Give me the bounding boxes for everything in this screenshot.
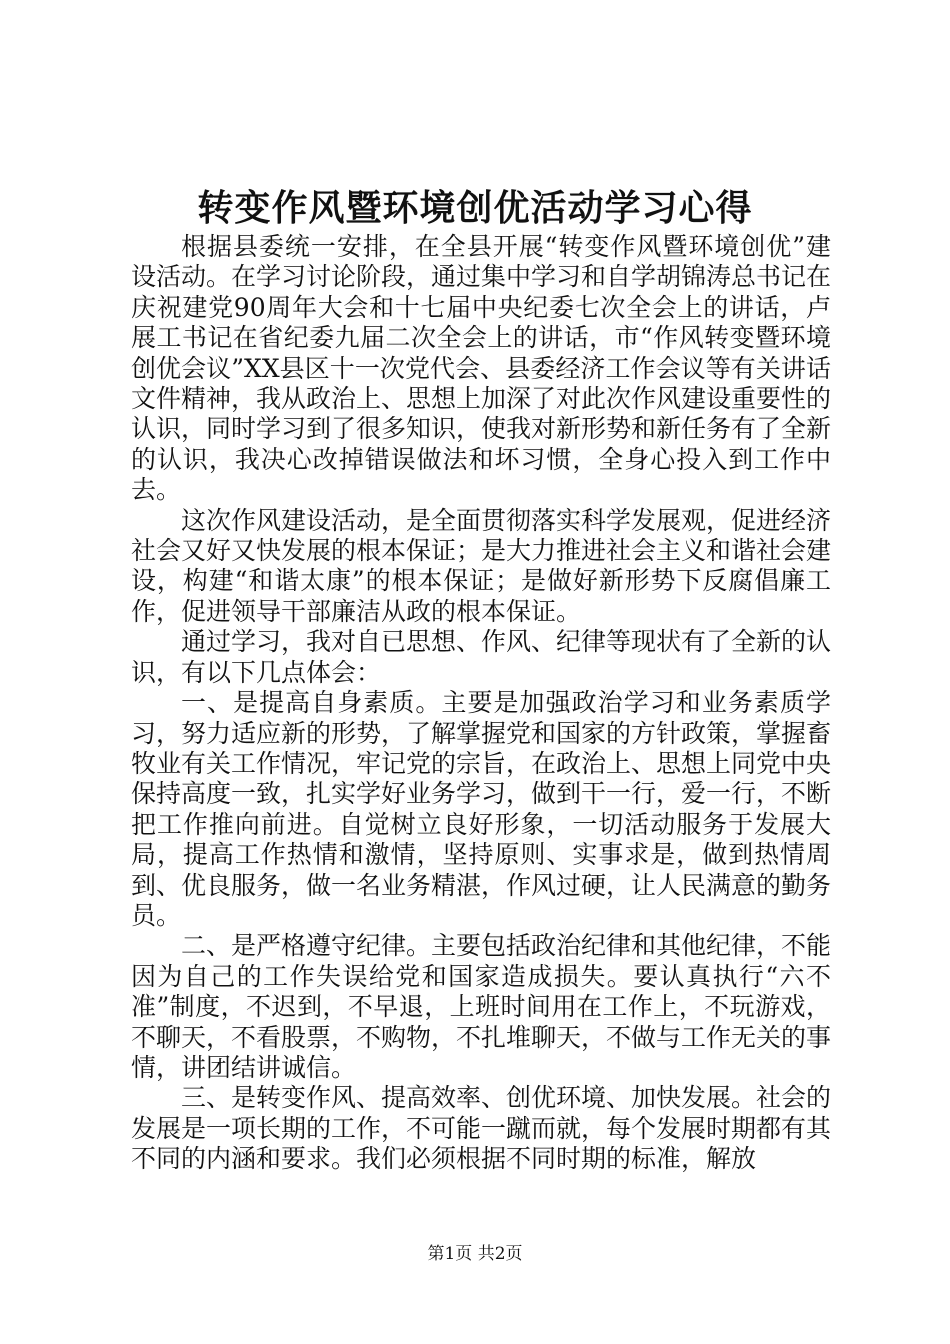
paragraph-3: 通过学习，我对自已思想、作风、纪律等现状有了全新的认识，有以下几点体会： [131, 627, 832, 687]
paragraph-4: 一、是提高自身素质。主要是加强政治学习和业务素质学习，努力适应新的形势，了解掌握党和国家的方针政策，掌握畜牧业有关工作情况，牢记党的宗旨，在政治上、思想上同党中央保持高度一致，扎实学好业务学习，做到干一行，爱一行，不断把工作推向前进。自觉树立良好形象，一切活动服务于发展大局，提高工作热情和激情，坚持原则、实事求是，做到热情周到、优良服务，做一名业务精湛，作风过硬，让人民满意的勤务员。 [131, 688, 832, 930]
document-title: 转变作风暨环境创优活动学习心得 [197, 187, 753, 229]
paragraph-1: 根据县委统一安排，在全县开展“转变作风暨环境创优”建设活动。在学习讨论阶段，通过集中学习和自学胡锦涛总书记在庆祝建党90周年大会和十七届中央纪委七次全会上的讲话，卢展工书记在省纪委九届二次全会上的讲话，市“作风转变暨环境创优会议”XX县区十一次党代会、县委经济工作会议等有关讲话文件精神，我从政治上、思想上加深了对此次作风建设重要性的认识，同时学习到了很多知识，使我对新形势和新任务有了全新的认识，我决心改掉错误做法和坏习惯，全身心投入到工作中去。 [131, 232, 832, 505]
page-number-footer: 第1页 共2页 [427, 1244, 523, 1264]
paragraph-2: 这次作风建设活动，是全面贯彻落实科学发展观，促进经济社会又好又快发展的根本保证；是大力推进社会主义和谐社会建设，构建“和谐太康”的根本保证；是做好新形势下反腐倡廉工作，促进领导干部廉洁从政的根本保证。 [131, 505, 832, 626]
paragraph-6: 三、是转变作风、提高效率、创优环境、加快发展。社会的发展是一项长期的工作，不可能一蹴而就，每个发展时期都有其不同的内涵和要求。我们必须根据不同时期的标准，解放 [131, 1083, 832, 1174]
paragraph-5: 二、是严格遵守纪律。主要包括政治纪律和其他纪律，不能因为自己的工作失误给党和国家造成损失。要认真执行“六不准”制度，不迟到，不早退，上班时间用在工作上，不玩游戏，不聊天，不看股票，不购物，不扎堆聊天，不做与工作无关的事情，讲团结讲诚信。 [131, 931, 832, 1082]
document-body [131, 232, 831, 1175]
